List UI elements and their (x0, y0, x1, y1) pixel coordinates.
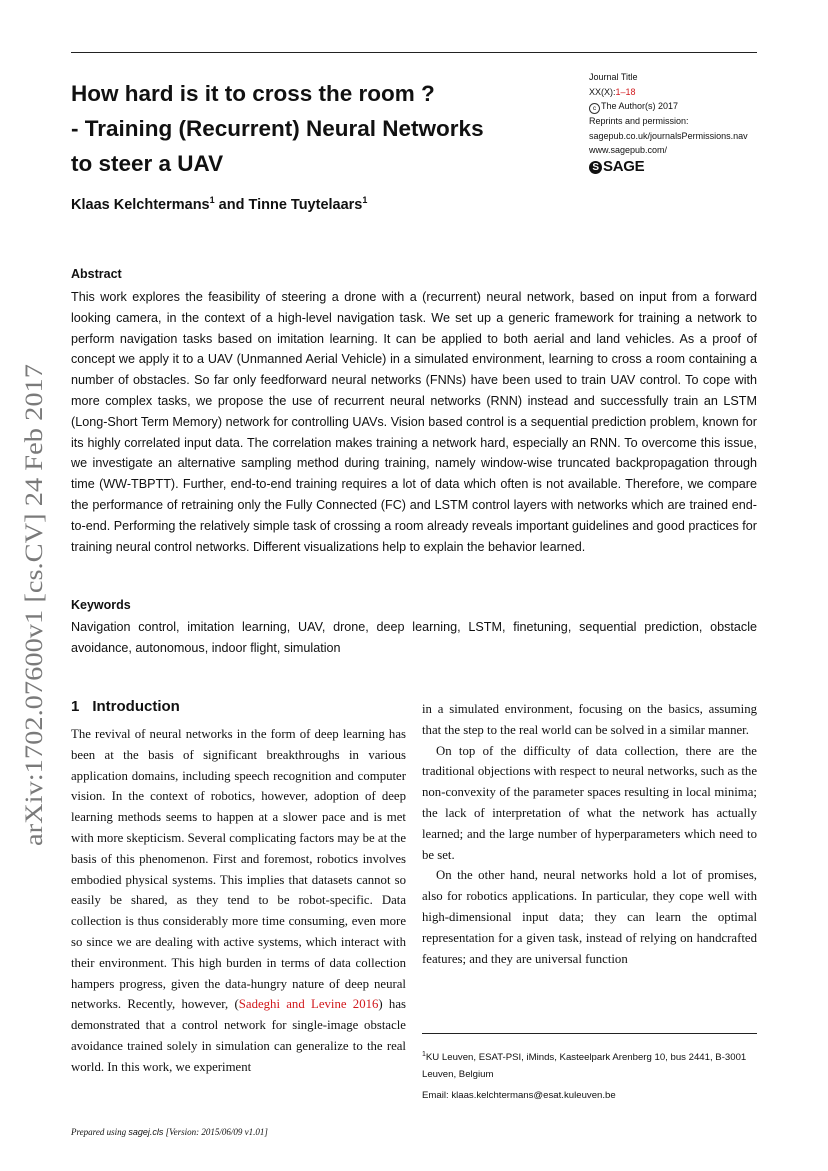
permissions-url: sagepub.co.uk/journalsPermissions.nav (589, 130, 748, 141)
reprints-label: Reprints and permission: (589, 116, 689, 127)
contact-email: Email: klaas.kelchtermans@esat.kuleuven.be (422, 1089, 616, 1101)
author-name: Klaas Kelchtermans (71, 196, 210, 213)
copyright-text: The Author(s) 2017 (601, 101, 679, 112)
page-footer (71, 1127, 268, 1137)
affiliation-text: KU Leuven, ESAT-PSI, iMinds, Kasteelpark Arenberg 10, bus 2441, B-3001 Leuven, Belgium (422, 1052, 747, 1080)
section-heading (71, 698, 180, 715)
citation-link[interactable]: Sadeghi and Levine 2016 (238, 997, 379, 1012)
section-title: Introduction (92, 698, 180, 715)
title-line: to steer a UAV (71, 151, 224, 176)
page-range-link[interactable]: 1–18 (615, 86, 636, 97)
header-rule (71, 52, 757, 53)
sage-logo-text: SAGE (603, 157, 645, 175)
copyright-icon: c (589, 103, 600, 114)
publisher-website: www.sagepub.com/ (589, 145, 668, 156)
author-name: Tinne Tuytelaars (248, 196, 363, 213)
journal-info (589, 70, 764, 175)
class-file-name: sagej.cls (128, 1127, 164, 1137)
title-line: - Training (Recurrent) Neural Networks (71, 116, 484, 141)
footnote-mark: 1 (422, 1051, 426, 1058)
keywords-heading: Keywords (71, 598, 131, 612)
footnote-rule (422, 1033, 757, 1034)
footnote (422, 1047, 762, 1105)
journal-volume (589, 85, 764, 100)
title-line: How hard is it to cross the room ? (71, 81, 435, 106)
right-column (422, 699, 757, 969)
affiliation-footnote (422, 1047, 762, 1084)
paragraph: in a simulated environment, focusing on the basics, assuming that the step to the real world can be solved in a similar manner. (422, 702, 757, 737)
journal-copyright (589, 99, 764, 114)
affiliation-mark: 1 (362, 195, 368, 205)
abstract-body: This work explores the feasibility of steering a drone with a (recurrent) neural network, based on input from a forward looking camera, in the context of a high-level navigation task. We set up a generic framework for training a network to perform navigation tasks based on imitation learning. It can be applied to both aerial and land vehicles. As a proof of concept we apply it to a UAV (Unmanned Aerial Vehicle) in a simulated environment, learning to cross a room containing a number of obstacles. So far only feedforward neural networks (FNNs) have been used to train UAV control. To cope with more complex tasks, we propose the use of recurrent neural networks (RNN) instead and successfully train an LSTM (Long-Short Term Memory) network for controlling UAVs. Vision based control is a sequential prediction problem, known for its highly correlated input data. The correlation makes training a network hard, especially an RNN. To overcome this issue, we investigate an alternative sampling method during training, namely window-wise truncated backpropagation through time (WW-TBPTT). Further, end-to-end training requires a lot of data which often is not available. Therefore, we compare the performance of retraining only the Fully Connected (FC) and LSTM control layers with networks which are trained end-to-end. Performing the relatively simple task of crossing a room already reveals important guidelines and good practices for training neural control networks. Different visualizations help to explain the behavior learned. (71, 290, 757, 554)
abstract-heading: Abstract (71, 267, 122, 281)
text-run: The revival of neural networks in the form of deep learning has been at the basis of significant breakthroughs in various application domains, including speech recognition and computer vision. In the context of robotics, however, adoption of deep learning methods seems to happen at a slower pace and is met with more skepticism. Several complicating factors may be at the basis of this phenomenon. First and foremost, robotics involves embodied physical systems. This implies that datasets cannot so easily be shared, as they tend to be robot-specific. Data collection is thus considerably more time consuming, even more so since we are dealing with active systems, which interact with their environment. This high burden in terms of data collection hampers progress, given the data-hungry nature of deep neural networks. Recently, however, ( (71, 727, 406, 1012)
text-run: ) has demonstrated that a control network for single-image obstacle avoidance trained solely in simulation can generalize to the real world. In this work, we experiment (71, 997, 406, 1074)
paragraph: On top of the difficulty of data collection, there are the traditional objections with respect to neural networks, such as the non-convexity of the parameter spaces resulting in local minima; the lack of interpretation of what the network has actually learned; and the large number of hyperparameters which need to be set. (422, 743, 757, 862)
author-line (71, 195, 367, 213)
volume-prefix: XX(X): (589, 86, 616, 97)
arxiv-identifier: arXiv:1702.07600v1 [cs.CV] 24 Feb 2017 (21, 422, 48, 846)
journal-title: Journal Title (589, 72, 638, 82)
paragraph (71, 724, 406, 1078)
footer-prefix: Prepared using (71, 1127, 129, 1137)
sage-logo-icon: S (589, 161, 602, 174)
sage-logo (589, 157, 764, 175)
footer-version: [Version: 2015/06/09 v1.01] (163, 1127, 268, 1137)
arxiv-identifier-stamp (10, 362, 52, 848)
keywords-body: Navigation control, imitation learning, UAV, drone, deep learning, LSTM, finetuning, sequential prediction, obstacle avoidance, autonomous, indoor flight, simulation (71, 620, 757, 655)
affiliation-mark: 1 (209, 195, 215, 205)
author-conjunction: and (214, 196, 249, 213)
left-column (71, 724, 406, 1078)
paragraph: On the other hand, neural networks hold a lot of promises, also for robotics applications. In particular, they cope well with high-dimensional input data; they can learn the optimal representation for a given task, instead of relying on handcrafted features; and they are universal function (422, 868, 757, 966)
paper-title (71, 76, 561, 181)
section-number: 1 (71, 698, 80, 715)
